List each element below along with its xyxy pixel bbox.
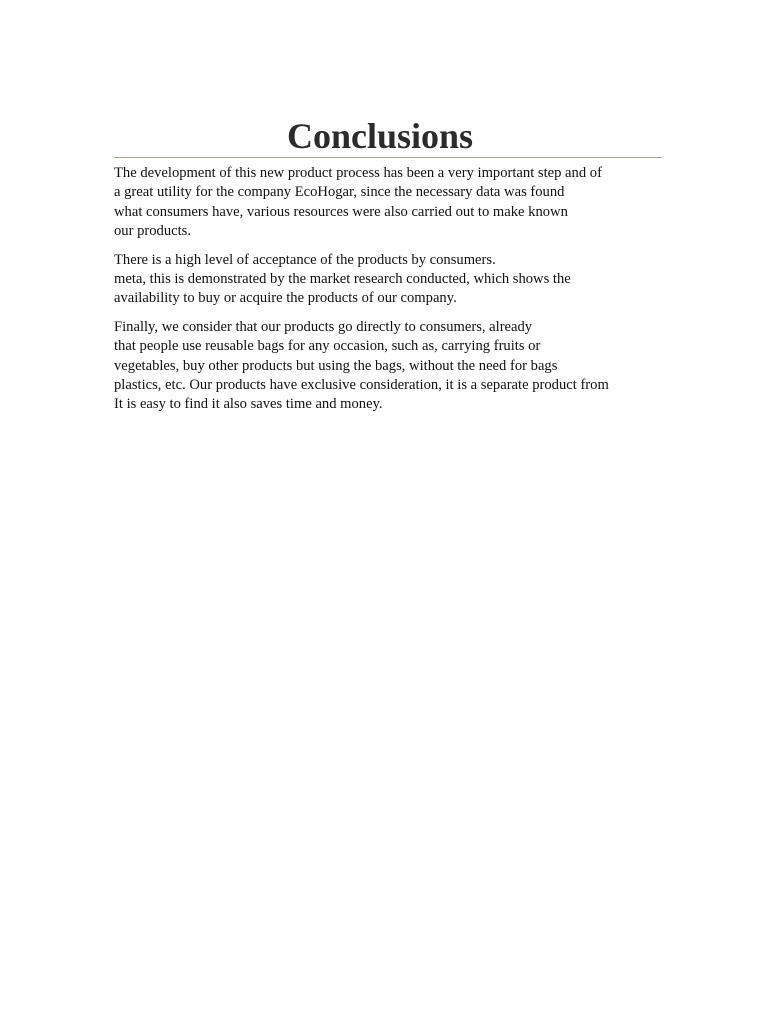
text-line: There is a high level of acceptance of the products by consumers. (114, 251, 496, 268)
text-line: our products. (114, 223, 192, 240)
text-line: that people use reusable bags for any occasion, such as, carrying fruits or (114, 338, 541, 355)
document-body (114, 164, 644, 424)
text-line: The development of this new product process has been a very important step and of (114, 165, 602, 181)
title-underline (114, 157, 662, 158)
text-line: It is easy to find it also saves time and money. (114, 396, 383, 413)
text-line: a great utility for the company EcoHogar, since the necessary data was found (114, 184, 565, 201)
paragraph-2 (114, 251, 644, 309)
text-line: Finally, we consider that our products go directly to consumers, already (114, 318, 533, 335)
paragraph-1 (114, 164, 644, 242)
text-line: availability to buy or acquire the products of our company. (114, 290, 457, 307)
text-line: meta, this is demonstrated by the market research conducted, which shows the (114, 271, 571, 288)
text-line: plastics, etc. Our products have exclusive consideration, it is a separate product from (114, 377, 609, 394)
text-line: vegetables, buy other products but using the bags, without the need for bags (114, 357, 558, 374)
page-title: Conclusions (286, 116, 474, 156)
paragraph-3 (114, 318, 644, 415)
text-line: what consumers have, various resources were also carried out to make known (114, 203, 568, 220)
